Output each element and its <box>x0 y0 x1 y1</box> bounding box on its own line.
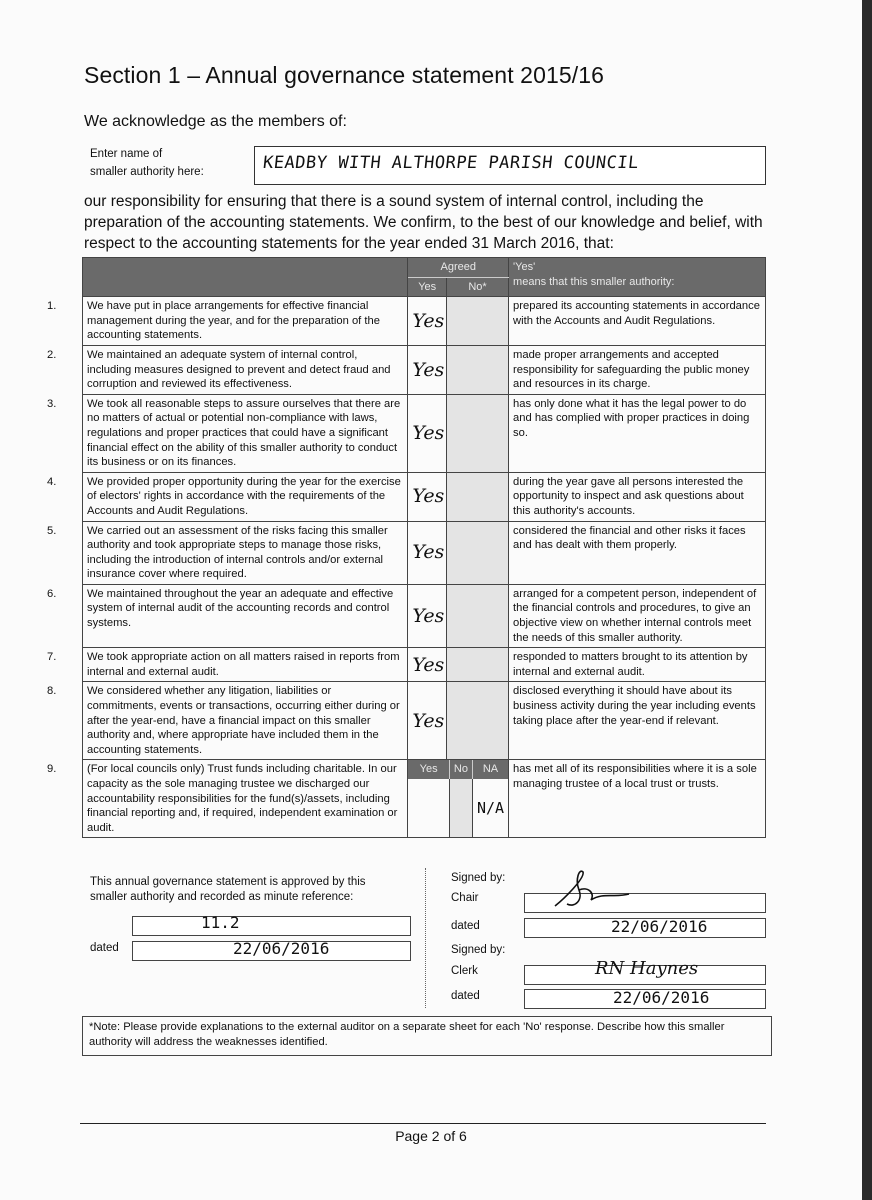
statement-cell <box>47 521 408 584</box>
statement-cell <box>47 472 408 521</box>
footer-rule <box>80 1123 766 1124</box>
yes-header: Yes <box>408 277 447 297</box>
chair-signature-field[interactable] <box>524 893 766 913</box>
chair-signature-mark <box>545 868 645 916</box>
no-cell[interactable] <box>446 297 508 346</box>
statement-number: 3. <box>47 397 57 410</box>
no-cell[interactable] <box>446 584 508 647</box>
clerk-date-field[interactable] <box>524 989 766 1009</box>
acknowledge-text: We acknowledge as the members of: <box>84 113 347 130</box>
chair-dated-label: dated <box>451 920 480 932</box>
signature-divider <box>425 868 426 1008</box>
means-cell: arranged for a competent person, independent of the financial controls and procedures, to give an objective view on whether internal controls meet the needs of this smaller authority. <box>509 584 766 647</box>
statement-header <box>83 258 408 297</box>
table-row <box>83 682 766 760</box>
approval-date-value: 22/06/2016 <box>233 939 330 958</box>
table-row-9 <box>83 760 766 838</box>
means-cell: disclosed everything it should have about its business activity during the year including events taking place after the year-end if relevant. <box>509 682 766 760</box>
row9-options-table <box>408 760 508 837</box>
no-cell[interactable] <box>446 521 508 584</box>
table-row <box>83 584 766 647</box>
clerk-label: Clerk <box>451 965 478 977</box>
authority-name-field[interactable] <box>254 146 766 185</box>
statement-number: 2. <box>47 348 57 361</box>
means-cell: made proper arrangements and accepted responsibility for safeguarding the public money and resources in its charge. <box>509 345 766 394</box>
intro-paragraph: our responsibility for ensuring that there is a sound system of internal control, including the preparation of the accounting statements. We confirm, to the best of our knowledge and belief, with respect to the accounting statements for the year ended 31 March 2016, that: <box>84 193 763 252</box>
clerk-signature-field[interactable] <box>524 958 766 985</box>
no-cell[interactable] <box>446 682 508 760</box>
statement-number: 7. <box>47 651 57 664</box>
clerk-signature-value: RN Haynes <box>595 958 699 979</box>
row9-number: 9. <box>47 763 57 776</box>
no-cell[interactable] <box>446 345 508 394</box>
scan-edge <box>862 0 872 1200</box>
statement-cell <box>47 584 408 647</box>
enter-name-label <box>90 145 204 181</box>
statement-text: We considered whether any litigation, liabilities or commitments, events or transactions, occurring either during or after the year-end, have a financial impact on this smaller authority and, where appropriate have included them in the accounting statements. <box>87 685 400 756</box>
means-cell: has only done what it has the legal power to do and has complied with proper practices in doing so. <box>509 394 766 472</box>
row9-statement <box>47 760 408 838</box>
table-row <box>83 521 766 584</box>
statement-text: We maintained throughout the year an adequate and effective system of internal audit of the accounting records and control systems. <box>87 587 394 630</box>
clerk-dated-label: dated <box>451 990 480 1002</box>
signed-by-label: Signed by: <box>451 872 506 884</box>
no-cell[interactable] <box>446 472 508 521</box>
signed-by-label-2: Signed by: <box>451 944 506 956</box>
row9-means: has met all of its responsibilities where it is a sole managing trustee of a local trust or trusts. <box>509 760 766 838</box>
yes-cell[interactable]: Yes <box>408 682 447 760</box>
no-cell[interactable] <box>446 394 508 472</box>
yes-cell[interactable]: Yes <box>408 297 447 346</box>
statement-text: We maintained an adequate system of internal control, including measures designed to prevent and detect fraud and corruption and reviewed its effectiveness. <box>87 348 391 391</box>
row9-na-cell[interactable]: N/A <box>476 798 505 817</box>
clerk-date-value: 22/06/2016 <box>613 988 710 1007</box>
statement-cell <box>47 682 408 760</box>
auditor-note: *Note: Please provide explanations to the external auditor on a separate sheet for each 'No' response. Describe how this smaller authority will address the weaknesses identified. <box>82 1016 772 1056</box>
statement-number: 6. <box>47 587 57 600</box>
means-header-line1: 'Yes' <box>513 261 536 273</box>
statement-text: We took appropriate action on all matters raised in reports from internal and external audit. <box>87 651 400 678</box>
yes-cell[interactable]: Yes <box>408 648 447 682</box>
row9-no-cell[interactable] <box>449 779 472 837</box>
table-header-row <box>83 258 766 278</box>
row9-no-header: No <box>449 760 472 779</box>
minute-reference-field[interactable] <box>132 913 411 936</box>
yes-cell[interactable]: Yes <box>408 521 447 584</box>
approval-date-field[interactable] <box>132 941 411 961</box>
yes-cell[interactable]: Yes <box>408 345 447 394</box>
statement-number: 8. <box>47 685 57 698</box>
enter-name-line1: Enter name of <box>90 148 163 160</box>
authority-name-value: KEADBY WITH ALTHORPE PARISH COUNCIL <box>261 153 640 173</box>
agreed-header: Agreed <box>408 258 509 278</box>
chair-label: Chair <box>451 892 479 904</box>
statement-cell <box>47 297 408 346</box>
statement-text: We have put in place arrangements for effective financial management during the year, and for the preparation of the accounting statements. <box>87 300 380 342</box>
statement-number: 5. <box>47 524 57 537</box>
row9-na-header: NA <box>472 760 508 779</box>
means-cell: during the year gave all persons interested the opportunity to inspect and ask questions about this authority's accounts. <box>509 472 766 521</box>
statement-number: 1. <box>47 300 57 313</box>
table-row <box>83 648 766 682</box>
chair-date-value: 22/06/2016 <box>611 917 708 936</box>
yes-cell[interactable]: Yes <box>408 584 447 647</box>
table-body <box>47 297 766 760</box>
row9-statement-text: (For local councils only) Trust funds including charitable. In our capacity as the sole managing trustee we discharged our accountability responsibilities for the fund(s)/assets, including financial reporting and, if required, independent examination or audit. <box>87 763 398 834</box>
yes-cell[interactable]: Yes <box>408 472 447 521</box>
table-row <box>83 394 766 472</box>
approval-dated-label: dated <box>90 942 119 954</box>
no-cell[interactable] <box>446 648 508 682</box>
minute-reference-value: 11.2 <box>201 913 240 932</box>
means-cell: considered the financial and other risks it faces and has dealt with them properly. <box>509 521 766 584</box>
statement-number: 4. <box>47 475 57 488</box>
page-number: Page 2 of 6 <box>395 1128 467 1144</box>
table-row <box>83 472 766 521</box>
row9-yes-header: Yes <box>408 760 449 779</box>
means-cell: prepared its accounting statements in accordance with the Accounts and Audit Regulations. <box>509 297 766 346</box>
means-cell: responded to matters brought to its attention by internal and external audit. <box>509 648 766 682</box>
yes-cell[interactable]: Yes <box>408 394 447 472</box>
means-header <box>509 258 766 297</box>
chair-date-field[interactable] <box>524 918 766 938</box>
table-row <box>83 297 766 346</box>
approval-text: This annual governance statement is approved by this smaller authority and recorded as minute reference: <box>90 876 366 903</box>
statement-text: We carried out an assessment of the risks facing this smaller authority and took appropriate steps to manage those risks, including the introduction of internal controls and/or external insurance cover where required. <box>87 524 388 581</box>
row9-options <box>408 760 509 838</box>
table-row <box>83 345 766 394</box>
no-header: No* <box>446 277 508 297</box>
means-header-line2: means that this smaller authority: <box>513 275 675 288</box>
statement-cell <box>47 345 408 394</box>
row9-yes-cell[interactable] <box>408 779 449 837</box>
statement-text: We provided proper opportunity during the year for the exercise of electors' rights in accordance with the requirements of the Accounts and Audit Regulations. <box>87 475 401 517</box>
statement-cell <box>47 648 408 682</box>
governance-table <box>47 257 766 838</box>
section-title: Section 1 – Annual governance statement 2015/16 <box>84 62 605 88</box>
statement-text: We took all reasonable steps to assure ourselves that there are no matters of actual or potential non-compliance with laws, regulations and proper practices that could have a significant financial effect on the ability of this smaller authority to conduct its business or on its finances. <box>87 397 401 469</box>
enter-name-line2: smaller authority here: <box>90 166 204 178</box>
statement-cell <box>47 394 408 472</box>
